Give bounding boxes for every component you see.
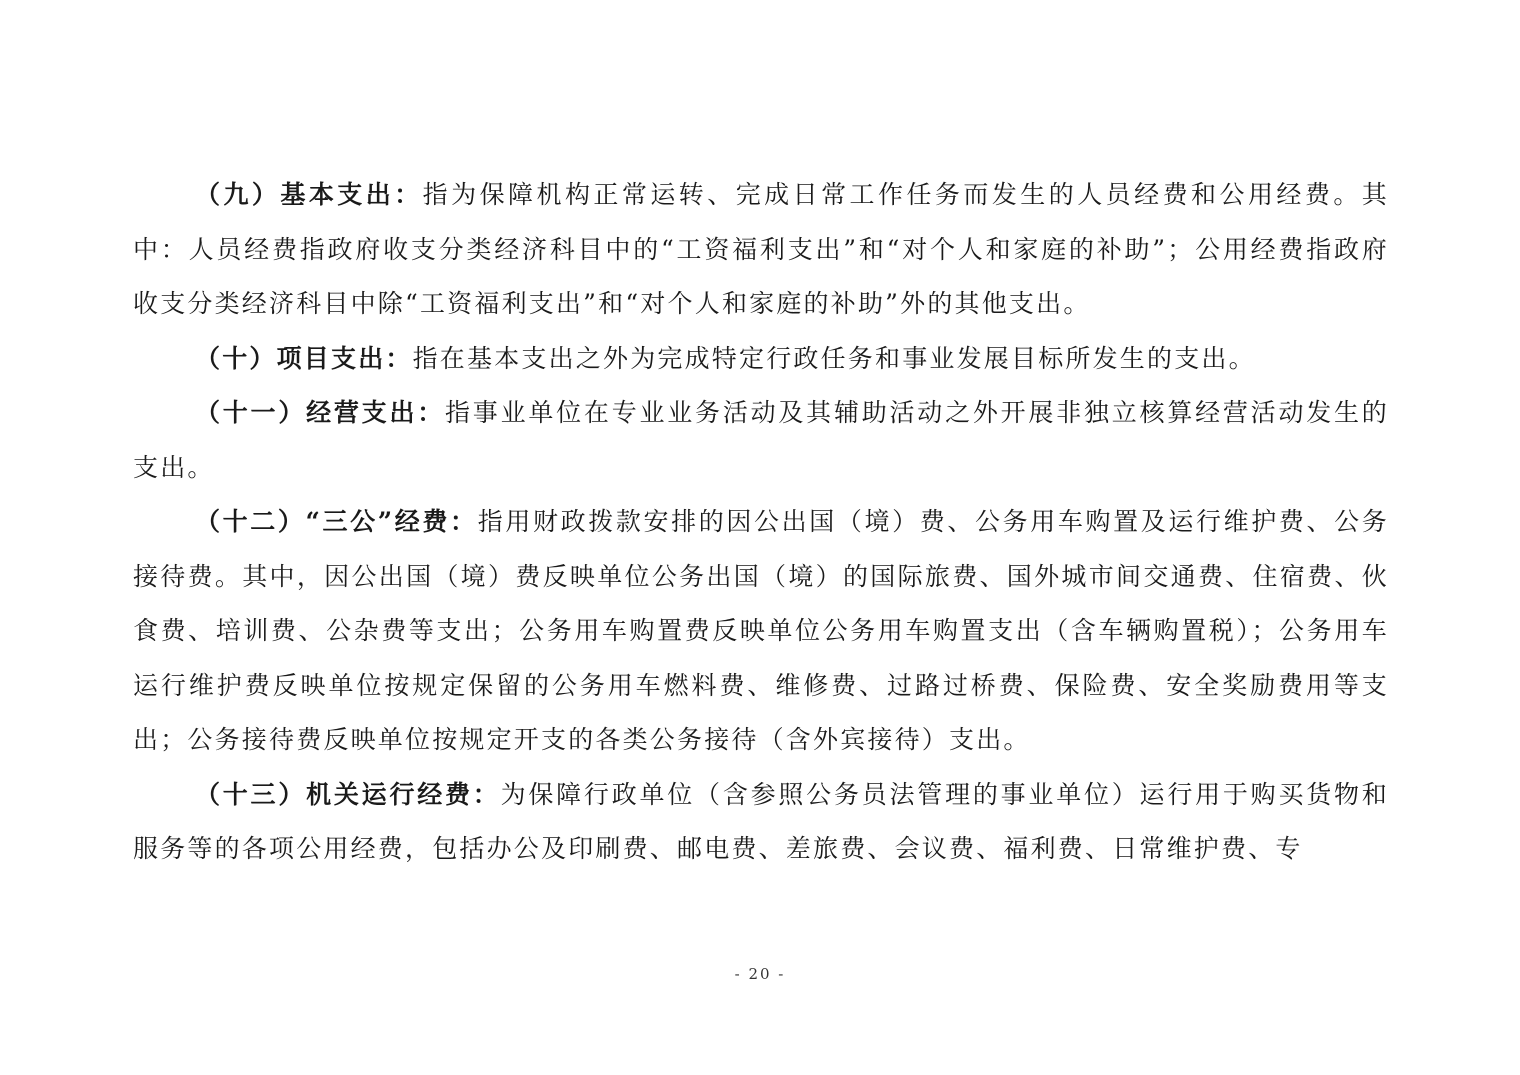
term-project-expenditure: （十）项目支出： — [195, 343, 413, 373]
paragraph-operating-expenditure — [133, 386, 1389, 495]
term-operating-expenditure: （十一）经营支出： — [195, 398, 446, 427]
paragraph-project-expenditure — [133, 332, 1389, 387]
definition-basic-expenditure: 指为保障机构正常运转、完成日常工作任务而发生的人员经费和公用经费。其中：人员经费指政府收支分类经济科目中的“工资福利支出”和“对个人和家庭的补助”；公用经费指政府收支分类经济科目中除“工资福利支出”和“对个人和家庭的补助”外的其他支出。 — [133, 180, 1389, 318]
page-number: - 20 - — [734, 965, 786, 983]
definition-three-public-expenses: 指用财政拨款安排的因公出国（境）费、公务用车购置及运行维护费、公务接待费。其中，因公出国（境）费反映单位公务出国（境）的国际旅费、国外城市间交通费、住宿费、伙食费、培训费、公杂费等支出；公务用车购置费反映单位公务用车购置支出（含车辆购置税）；公务用车运行维护费反映单位按规定保留的公务用车燃料费、维修费、过路过桥费、保险费、安全奖励费用等支出；公务接待费反映单位按规定开支的各类公务接待（含外宾接待）支出。 — [133, 507, 1389, 754]
document-body — [133, 168, 1389, 877]
term-basic-expenditure: （九）基本支出： — [195, 180, 423, 209]
paragraph-basic-expenditure — [133, 168, 1389, 332]
term-agency-operating-funds: （十三）机关运行经费： — [195, 779, 501, 809]
definition-agency-operating-funds: 为保障行政单位（含参照公务员法管理的事业单位）运行用于购买货物和服务等的各项公用经费，包括办公及印刷费、邮电费、差旅费、会议费、福利费、日常维护费、专 — [133, 779, 1389, 863]
definition-operating-expenditure: 指事业单位在专业业务活动及其辅助活动之外开展非独立核算经营活动发生的支出。 — [133, 398, 1389, 482]
term-three-public-expenses: （十二）“三公”经费： — [195, 507, 478, 536]
definition-project-expenditure: 指在基本支出之外为完成特定行政任务和事业发展目标所发生的支出。 — [412, 343, 1256, 373]
paragraph-agency-operating-funds — [133, 768, 1389, 877]
paragraph-three-public-expenses — [133, 495, 1389, 768]
